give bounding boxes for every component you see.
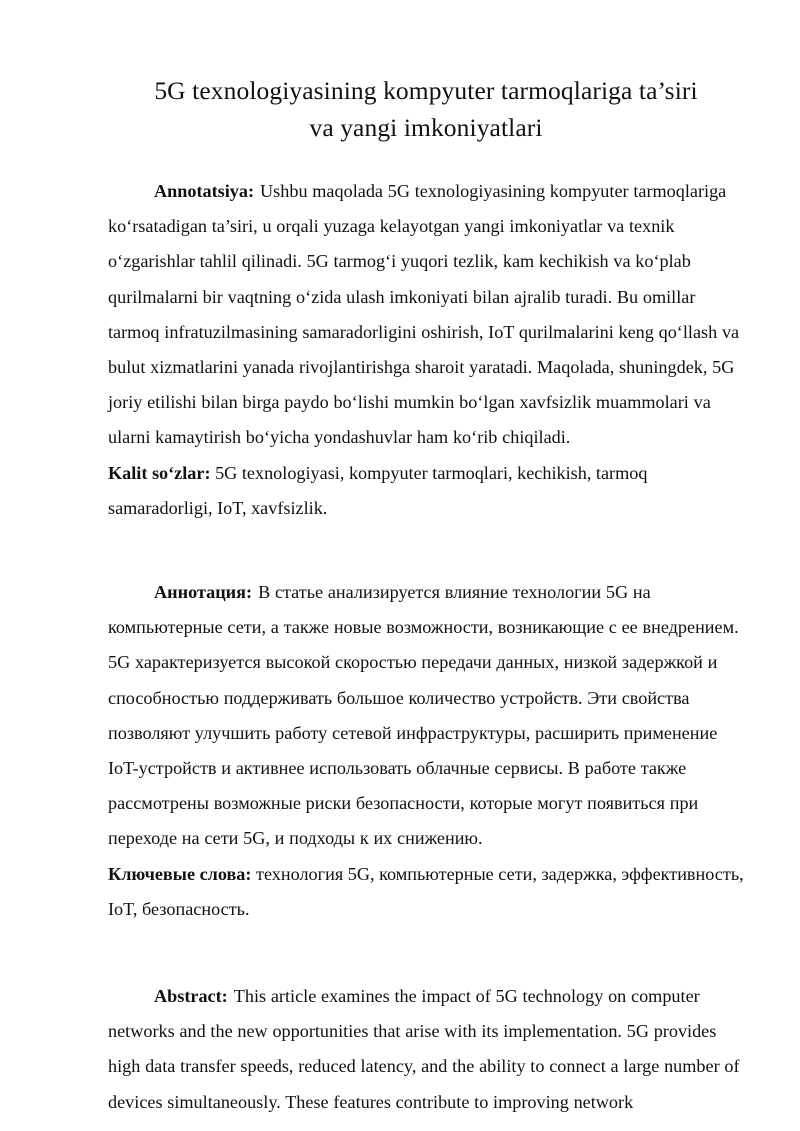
abstract-body-uzbek: Ushbu maqolada 5G texnologiyasining kompyuter tarmoqlariga koʻrsatadigan ta’siri, u orqali yuzaga kelayotgan yangi imkoniyatlar va texnik oʻzgarishlar tahlil qilinadi. 5G tarmogʻi yuqori tezlik, kam kechikish va koʻplab qurilmalarni bir vaqtning oʻzida ulash imkoniyati bilan ajralib turadi. Bu omillar tarmoq infratuzilmasining samaradorligini oshirish, IoT qurilmalarini keng qoʻllash va bulut xizmatlarini yanada rivojlantirishga sharoit yaratadi. Maqolada, shuningdek, 5G joriy etilishi bilan birga paydo boʻlishi mumkin boʻlgan xavfsizlik muammolari va ularni kamaytirish boʻyicha yondashuvlar ham koʻrib chiqiladi. [108,181,740,448]
keywords-line-russian [108,857,744,927]
keywords-label-uzbek: Kalit soʻzlar: [108,462,211,483]
abstract-section-russian [108,575,744,927]
keywords-line-uzbek [108,456,744,526]
page-title-line-2: va yangi imkoniyatlari [309,113,543,142]
abstract-label-russian: Аннотация: [154,582,253,603]
abstract-section-english [108,979,744,1120]
abstract-label-english: Abstract: [154,986,228,1007]
abstract-label-uzbek: Annotatsiya: [154,181,255,201]
keywords-values-uzbek: 5G texnologiyasi, kompyuter tarmoqlari, kechikish, tarmoq samaradorligi, IoT, xavfsizlik. [108,462,648,518]
abstract-paragraph-english [108,979,744,1120]
abstract-section-uzbek [108,174,744,526]
abstract-body-russian: В статье анализируется влияние технологии 5G на компьютерные сети, а также новые возможности, возникающие с ее внедрением. 5G характеризуется высокой скоростью передачи данных, низкой задержкой и способностью поддерживать большое количество устройств. Эти свойства позволяют улучшить работу сетевой инфраструктуры, расширить применение IoT-устройств и активнее использовать облачные сервисы. В работе также рассмотрены возможные риски безопасности, которые могут появиться при переходе на сети 5G, и подходы к их снижению. [108,582,739,849]
page-title [108,0,744,146]
abstract-paragraph-uzbek [108,174,744,456]
page-title-line-1: 5G texnologiyasining kompyuter tarmoqlariga ta’siri [154,76,698,105]
abstract-paragraph-russian [108,575,744,857]
keywords-values-russian: технология 5G, компьютерные сети, задержка, эффективность, IoT, безопасность. [108,863,744,919]
abstract-body-english: This article examines the impact of 5G technology on computer networks and the new opportunities that arise with its implementation. 5G provides high data transfer speeds, reduced latency, and the ability to connect a large number of devices simultaneously. These features contribute to improving network [108,986,740,1112]
keywords-label-russian: Ключевые слова: [108,863,252,884]
page-content-column [108,0,744,1120]
